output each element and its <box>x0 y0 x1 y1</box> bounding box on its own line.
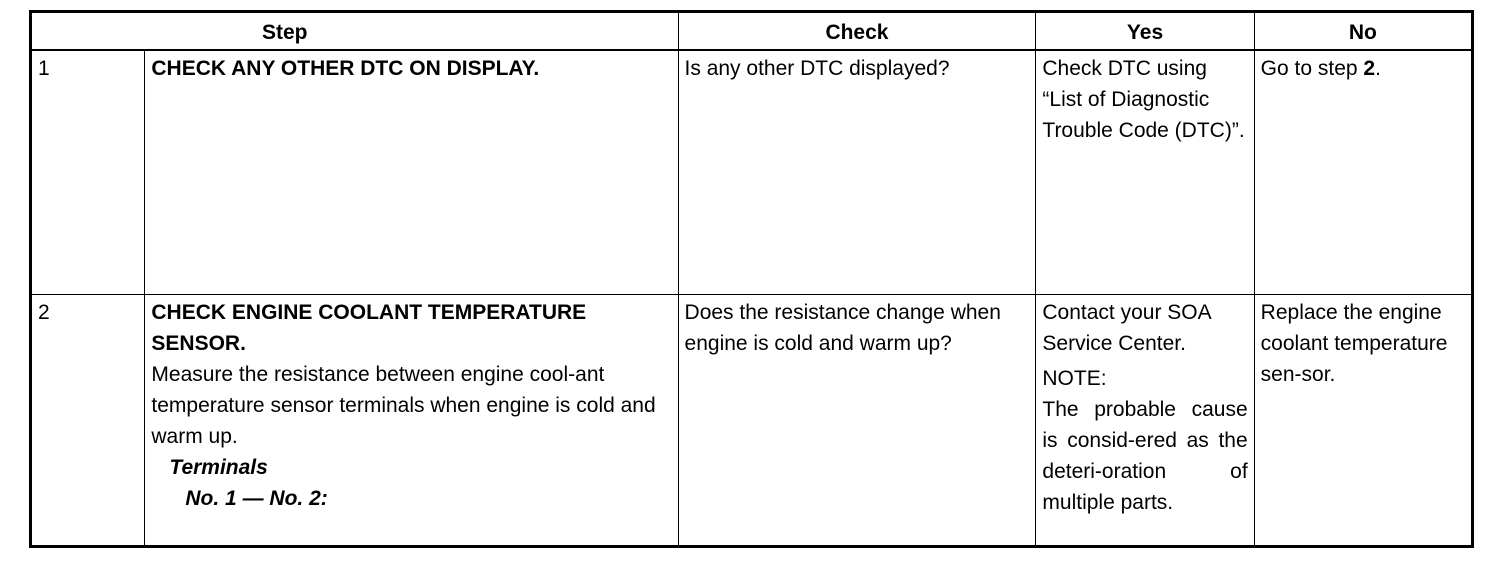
step-number-text: 1 <box>38 57 50 80</box>
no-text-prefix: Go to step <box>1260 57 1364 80</box>
terminals-label: Terminals <box>169 456 268 480</box>
check-cell <box>678 295 1036 547</box>
yes-cell <box>1036 50 1254 295</box>
no-cell <box>1254 295 1472 547</box>
header-check: Check <box>678 12 1036 51</box>
step-cell <box>145 295 678 547</box>
step-number <box>31 295 145 547</box>
step-title: CHECK ANY OTHER DTC ON DISPLAY. <box>151 57 540 80</box>
step-number-text: 2 <box>38 301 50 325</box>
table-row-2 <box>31 295 1473 547</box>
yes-cell <box>1036 295 1254 547</box>
header-step: Step <box>31 12 679 51</box>
yes-text: Check DTC using “List of Diagnostic Trouble Code (DTC)”. <box>1042 57 1245 142</box>
check-text: Is any other DTC displayed? <box>684 57 950 80</box>
header-yes: Yes <box>1036 12 1254 51</box>
note-text: The probable cause is consid-ered as the deteri-oration of multiple parts. <box>1042 398 1248 515</box>
yes-text: Contact your SOA Service Center. <box>1042 301 1211 356</box>
check-cell <box>678 50 1036 295</box>
table-row-1 <box>31 50 1473 295</box>
header-no: No <box>1254 12 1472 51</box>
step-number <box>31 50 145 295</box>
terminals-value: No. 1 — No. 2: <box>185 487 328 511</box>
header-row <box>31 12 1473 51</box>
no-text: Replace the engine coolant temperature sen-sor. <box>1260 301 1448 387</box>
step-description: Measure the resistance between engine cool-ant temperature sensor terminals when engine is cold and warm up. <box>151 363 656 449</box>
step-title: CHECK ENGINE COOLANT TEMPERATURE SENSOR. <box>151 301 587 356</box>
no-text-suffix: . <box>1375 57 1381 80</box>
no-step-ref: 2 <box>1363 57 1376 80</box>
diagnostic-table <box>29 10 1474 548</box>
check-text: Does the resistance change when engine is cold and warm up? <box>684 301 1001 356</box>
no-cell <box>1254 50 1472 295</box>
note-label: NOTE: <box>1042 367 1107 391</box>
step-cell <box>145 50 678 295</box>
